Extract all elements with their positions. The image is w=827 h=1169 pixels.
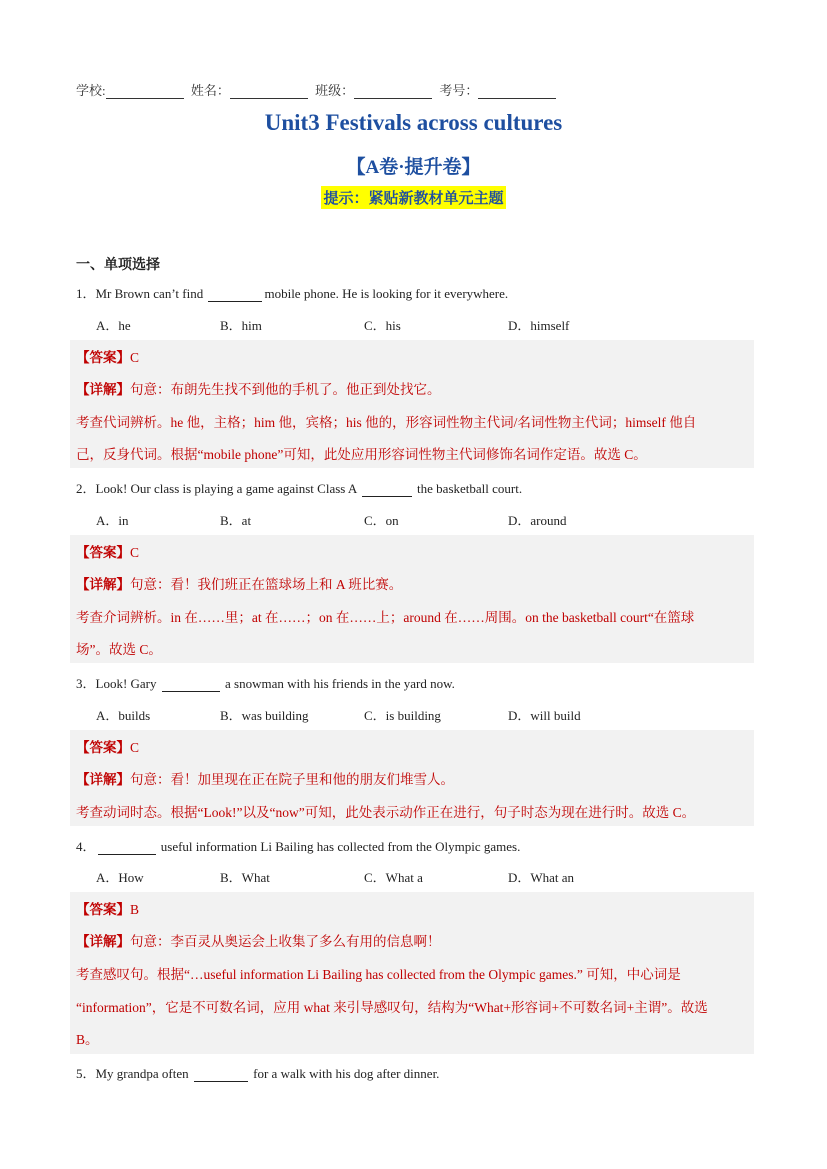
school-label: 学校: xyxy=(76,83,106,98)
name-label: 姓名： xyxy=(190,83,230,98)
option-c[interactable]: C．his xyxy=(364,318,401,333)
answer-blank xyxy=(362,483,412,497)
question-3-stem: 3．Look! Gary a snowman with his friends in the yard now. xyxy=(76,676,455,691)
answer-line: 【答案】C xyxy=(76,350,140,365)
name-blank[interactable] xyxy=(230,84,308,99)
option-a[interactable]: A．builds xyxy=(96,708,151,723)
question-1-options xyxy=(96,315,696,333)
option-c[interactable]: C．is building xyxy=(364,708,441,723)
question-3-answer-box xyxy=(70,730,754,826)
detail-line: 【详解】句意：布朗先生找不到他的手机了。他正到处找它。 xyxy=(76,382,441,397)
option-a[interactable]: A．he xyxy=(96,318,131,333)
detail-line: “information”，它是不可数名词，应用 what 来引导感叹句，结构为“What+形容词+不可数名词+主谓”。故选 xyxy=(76,1000,708,1015)
detail-line: 考查代词辨析。he 他，主格；him 他，宾格；his 他的，形容词性物主代词/名词性物主代词；himself 他自 xyxy=(76,415,697,430)
exam-number-label: 考号： xyxy=(439,83,479,98)
option-b[interactable]: B．at xyxy=(220,513,252,528)
option-b[interactable]: B．What xyxy=(220,870,270,885)
section-heading: 一、单项选择 xyxy=(76,258,160,273)
answer-line: 【答案】B xyxy=(76,902,140,917)
detail-line: 【详解】句意：李百灵从奥运会上收集了多么有用的信息啊！ xyxy=(76,934,441,949)
option-b[interactable]: B．was building xyxy=(220,708,309,723)
class-blank[interactable] xyxy=(354,84,432,99)
option-c[interactable]: C．on xyxy=(364,513,399,528)
question-2-stem: 2．Look! Our class is playing a game against Class A the basketball court. xyxy=(76,481,523,496)
answer-blank xyxy=(208,288,262,302)
detail-line: 考查感叹句。根据“…useful information Li Bailing has collected from the Olympic games.” 可知，中心词是 xyxy=(76,967,681,982)
question-2-options xyxy=(96,510,696,528)
hint-banner: 提示：紧贴新教材单元主题 xyxy=(321,186,505,209)
answer-blank xyxy=(194,1068,248,1082)
question-4-answer-box xyxy=(70,892,754,1054)
question-3-options xyxy=(96,705,696,723)
page-subtitle: 【A卷·提升卷】 xyxy=(346,157,481,178)
option-d[interactable]: D．What an xyxy=(508,870,575,885)
option-b[interactable]: B．him xyxy=(220,318,262,333)
question-1-stem: 1．Mr Brown can’t find mobile phone. He is looking for it everywhere. xyxy=(76,286,509,301)
answer-line: 【答案】C xyxy=(76,545,140,560)
question-2-answer-box xyxy=(70,535,754,663)
option-d[interactable]: D．will build xyxy=(508,708,581,723)
exam-number-blank[interactable] xyxy=(478,84,556,99)
school-blank[interactable] xyxy=(106,84,184,99)
detail-line: 考查动词时态。根据“Look!”以及“now”可知，此处表示动作正在进行，句子时态为现在进行时。故选 C。 xyxy=(76,805,696,820)
option-a[interactable]: A．in xyxy=(96,513,129,528)
option-a[interactable]: A．How xyxy=(96,870,144,885)
question-4-stem: 4． useful information Li Bailing has collected from the Olympic games. xyxy=(76,839,521,854)
question-5-stem: 5．My grandpa often for a walk with his dog after dinner. xyxy=(76,1066,440,1081)
question-1-answer-box xyxy=(70,340,754,468)
answer-line: 【答案】C xyxy=(76,740,140,755)
detail-line: 己，反身代词。根据“mobile phone”可知，此处应用形容词性物主代词修饰名词作定语。故选 C。 xyxy=(76,447,647,462)
detail-line: 考查介词辨析。in 在……里；at 在……；on 在……上；around 在……周围。on the basketball court“在篮球 xyxy=(76,610,695,625)
question-4-options xyxy=(96,867,696,885)
class-label: 班级： xyxy=(315,83,355,98)
detail-line: 【详解】句意：看！我们班正在篮球场上和 A 班比赛。 xyxy=(76,577,403,592)
answer-blank xyxy=(98,841,156,855)
detail-line: 【详解】句意：看！加里现在正在院子里和他的朋友们堆雪人。 xyxy=(76,772,454,787)
option-d[interactable]: D．around xyxy=(508,513,567,528)
option-d[interactable]: D．himself xyxy=(508,318,570,333)
option-c[interactable]: C．What a xyxy=(364,870,423,885)
detail-line: 场”。故选 C。 xyxy=(76,642,162,657)
detail-line: B。 xyxy=(76,1032,99,1047)
answer-blank xyxy=(162,678,220,692)
page-title: Unit3 Festivals across cultures xyxy=(264,110,563,135)
student-info-line xyxy=(76,80,560,99)
